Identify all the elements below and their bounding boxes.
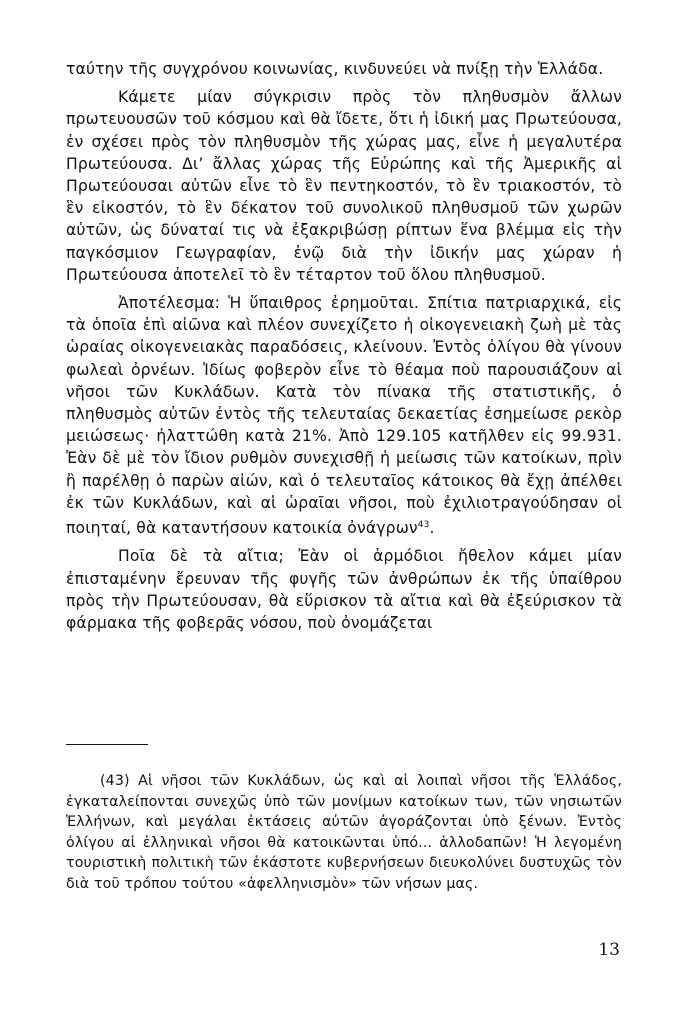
page-number: 13 (598, 940, 620, 960)
paragraph-end-period: . (429, 519, 435, 538)
paragraph-capital-comparison: Κάμετε μίαν σύγκρισιν πρὸς τὸν πληθυσμὸν ἄλλων πρωτευουσῶν τοῦ κόσμου καὶ θὰ ἴδετε, ὅτι ἡ ἰδική μας Πρωτεύουσα, ἐν σχέσει πρὸς τὸν πληθυσμὸν τῆς χώρας μας, εἶνε ἡ μεγαλυτέρα Πρωτεύουσα. Δι’ ἄλλας χώρας τῆς Εὐρώπης καὶ τῆς Ἀμερικῆς αἱ Πρωτεύουσαι αὐτῶν εἶνε τὸ ἓν πεντηκοστόν, τὸ ἓν τριακοστόν, τὸ ἓν εἰκοστόν, τὸ ἓν δέκατον τοῦ συνολικοῦ πληθυσμοῦ τῶν χωρῶν αὐτῶν, ὡς δύναταί τις νὰ ἐξακριβώσῃ ρίπτων ἕνα βλέμμα εἰς τὴν παγκόσμιον Γεωγραφίαν, ἐνῷ διὰ τὴν ἰδικήν μας χώραν ἡ Πρωτεύουσα ἀποτελεῖ τὸ ἓν τέταρτον τοῦ ὅλου πληθυσμοῦ. (66, 88, 622, 284)
footnote-reference-43: 43 (417, 520, 430, 531)
footnote-divider (66, 744, 148, 745)
paragraph-causes: Ποῖα δὲ τὰ αἴτια; Ἐὰν οἱ ἁρμόδιοι ἤθελον κάμει μίαν ἐπισταμένην ἔρευναν τῆς φυγῆς τῶν ἀνθρώπων ἐκ τῆς ὑπαίθρου πρὸς τὴν Πρωτεύουσαν, θὰ εὕρισκον τὰ αἴτια καὶ θὰ ἐξεύρισκον τὰ φάρμακα τῆς φοβερᾶς νόσου, ποὺ ὀνομάζεται (66, 547, 622, 633)
paragraph-countryside-decline (66, 292, 622, 539)
page-body (66, 58, 622, 634)
footnote-43: (43) Αἱ νῆσοι τῶν Κυκλάδων, ὡς καὶ αἱ λοιπαὶ νῆσοι τῆς Ἑλλάδος, ἐγκαταλείπονται συνεχῶς ὑπὸ τῶν μονίμων κατοίκων των, τῶν νησιωτῶν Ἑλλήνων, καὶ μεγάλαι ἐκτάσεις αὐτῶν ἀγοράζονται ὑπὸ ξένων. Ἐντὸς ὀλίγου αἱ ἑλληνικαὶ νῆσοι θὰ κατοικῶνται ὑπό... ἀλλοδαπῶν! Ἡ λεγομένη τουριστικὴ πολιτικὴ τῶν ἑκάστοτε κυβερνήσεων διευκολύνει δυστυχῶς τὸν διὰ τοῦ τρόπου τούτου «ἀφελληνισμὸν» τῶν νήσων μας. (66, 773, 622, 892)
paragraph-continuation: ταύτην τῆς συγχρόνου κοινωνίας, κινδυνεύει νὰ πνίξῃ τὴν Ἑλλάδα. (66, 60, 604, 78)
paragraph-cyclades-text: Ἀποτέλεσμα: Ἡ ὕπαιθρος ἐρημοῦται. Σπίτια πατριαρχικά, εἰς τὰ ὁποῖα ἐπὶ αἰῶνα καὶ πλέον συνεχίζετο ἡ οἰκογενειακὴ ζωὴ μὲ τὰς ὡραίας οἰκογενειακὰς παραδόσεις, κλείνουν. Ἐντὸς ὀλίγου θὰ γίνουν φωλεαὶ ὀρνέων. Ἰδίως φοβερὸν εἶνε τὸ θέαμα ποὺ παρουσιάζουν αἱ νῆσοι τῶν Κυκλάδων. Κατὰ τὸν πίνακα τῆς στατιστικῆς, ὁ πληθυσμὸς αὐτῶν ἐντὸς τῆς τελευταίας δεκαετίας ἐσημείωσε ρεκὸρ μειώσεως· ἠλαττώθη κατὰ 21%. Ἀπὸ 129.105 κατῆλθεν εἰς 99.931. Ἐὰν δὲ μὲ τὸν ἴδιον ρυθμὸν συνεχισθῇ ἡ μείωσις τῶν κατοίκων, πρὶν ἢ παρέλθῃ ὁ παρὼν αἰών, καὶ ὁ τελευταῖος κάτοικος θὰ ἔχῃ ἀπέλθει ἐκ τῶν Κυκλάδων, καὶ αἱ ὡραῖαι νῆσοι, ποὺ ἐχιλιοτραγούδησαν οἱ ποιηταί, θὰ καταντήσουν κατοικία ὀνάγρων (66, 294, 622, 538)
